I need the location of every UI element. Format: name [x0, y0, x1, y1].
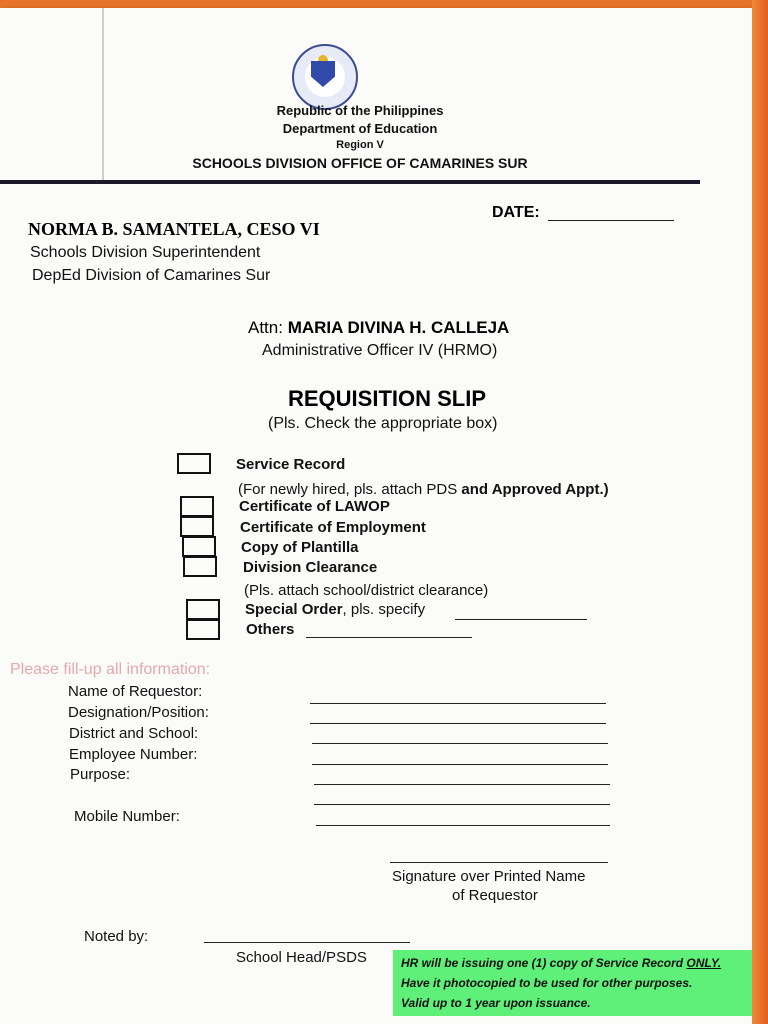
special-order-field[interactable] [455, 619, 587, 620]
plantilla-checkbox[interactable] [182, 536, 216, 557]
option-service-record: Service Record [236, 456, 346, 473]
header-division-office: SCHOOLS DIVISION OFFICE OF CAMARINES SUR [192, 155, 528, 171]
date-field[interactable] [548, 220, 674, 221]
header-region: Region V [336, 139, 384, 151]
noted-by-label: Noted by: [84, 928, 149, 945]
attn-name: MARIA DIVINA H. CALLEJA [287, 318, 510, 337]
mobile-number-field[interactable] [316, 825, 610, 826]
others-field[interactable] [306, 637, 472, 638]
special-order-checkbox[interactable] [186, 599, 220, 620]
field-label-employee-number: Employee Number: [69, 746, 198, 763]
attn-prefix: Attn: [248, 318, 283, 337]
attn-line [248, 318, 509, 338]
signature-field[interactable] [390, 862, 608, 863]
purpose-field-line-2[interactable] [314, 804, 610, 805]
option-special-order [245, 601, 425, 618]
header-department: Department of Education [282, 121, 438, 136]
signature-caption-1: Signature over Printed Name [392, 868, 586, 885]
addressee-office: DepEd Division of Camarines Sur [32, 267, 271, 284]
signature-caption-2: of Requestor [452, 887, 538, 904]
fill-up-note: Please fill-up all information: [10, 661, 211, 678]
hr-note-line-3: Valid up to 1 year upon issuance. [401, 996, 591, 1010]
option-others: Others [246, 621, 295, 638]
option-employment: Certificate of Employment [240, 519, 426, 536]
noted-by-signature-field[interactable] [204, 942, 410, 943]
deped-seal-icon [292, 44, 358, 110]
hr-note-highlight [393, 950, 752, 1016]
field-label-name: Name of Requestor: [68, 683, 203, 700]
form-title: REQUISITION SLIP [288, 386, 487, 411]
special-order-label: Special Order [245, 601, 343, 618]
employment-checkbox[interactable] [180, 516, 214, 537]
field-label-designation: Designation/Position: [68, 704, 209, 721]
option-lawop: Certificate of LAWOP [239, 498, 390, 515]
service-record-note-bold: and Approved Appt.) [461, 481, 609, 498]
service-record-note [238, 481, 609, 498]
addressee-name: NORMA B. SAMANTELA, CESO VI [28, 219, 320, 239]
clearance-note: (Pls. attach school/district clearance) [244, 582, 489, 599]
hr-note-line-1-text: HR will be issuing one (1) copy of Service Record [401, 956, 687, 970]
service-record-checkbox[interactable] [177, 453, 211, 474]
hr-note-line-2: Have it photocopied to be used for other purposes. [401, 976, 693, 990]
special-order-suffix: , pls. specify [342, 601, 426, 618]
service-record-note-text: (For newly hired, pls. attach PDS [238, 481, 462, 498]
hr-note-line-1 [393, 950, 752, 973]
lawop-checkbox[interactable] [180, 496, 214, 517]
header-rule [0, 180, 700, 184]
date-label: DATE: [492, 204, 540, 221]
clearance-checkbox[interactable] [183, 556, 217, 577]
header-republic: Republic of the Philippines [276, 103, 444, 118]
orange-folder-edge [752, 0, 768, 1024]
purpose-field-line-1[interactable] [314, 784, 610, 785]
addressee-title: Schools Division Superintendent [30, 244, 261, 261]
school-head-caption: School Head/PSDS [236, 949, 367, 966]
option-plantilla: Copy of Plantilla [241, 539, 359, 556]
seal-shield-icon [311, 61, 335, 87]
field-label-purpose: Purpose: [70, 766, 131, 783]
requestor-name-field[interactable] [310, 703, 606, 704]
field-label-mobile: Mobile Number: [74, 808, 180, 825]
others-checkbox[interactable] [186, 619, 220, 640]
option-clearance: Division Clearance [243, 559, 378, 576]
field-label-district: District and School: [69, 725, 199, 742]
hr-note-only: ONLY. [686, 956, 722, 970]
district-school-field[interactable] [312, 743, 608, 744]
employee-number-field[interactable] [312, 764, 608, 765]
form-subtitle: (Pls. Check the appropriate box) [268, 415, 498, 432]
attn-title: Administrative Officer IV (HRMO) [262, 342, 498, 359]
designation-field[interactable] [310, 723, 606, 724]
